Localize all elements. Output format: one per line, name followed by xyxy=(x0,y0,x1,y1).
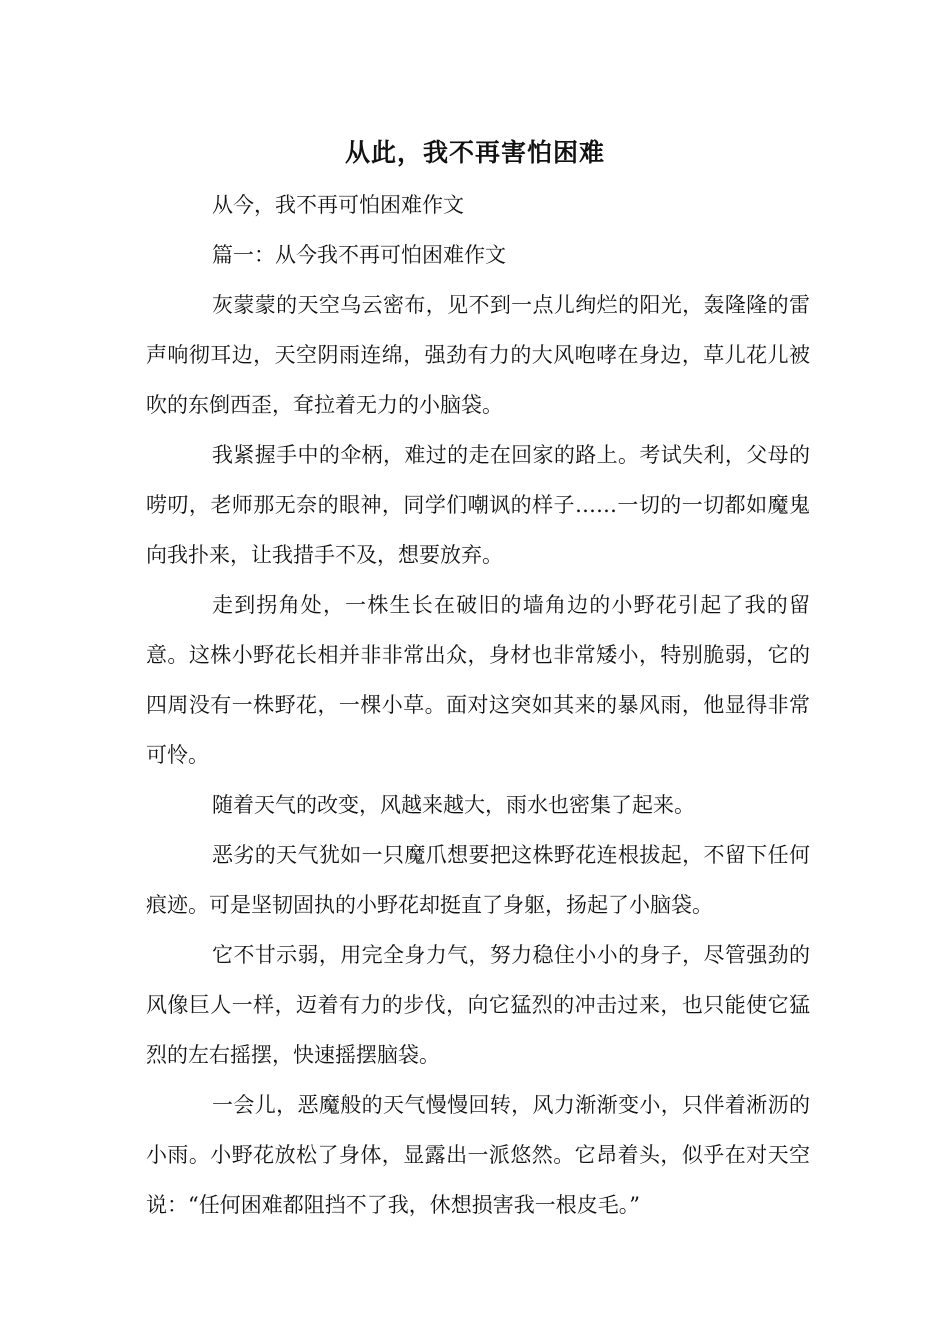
paragraph: 它不甘示弱，用完全身力气，努力稳住小小的身子，尽管强劲的风像巨人一样，迈着有力的步伐，向它猛烈的冲击过来，也只能使它猛烈的左右摇摆，快速摇摆脑袋。 xyxy=(146,943,810,1067)
section-heading: 篇一：从今我不再可怕困难作文 xyxy=(212,243,506,267)
document-title: 从此，我不再害怕困难 xyxy=(344,138,605,167)
paragraph: 我紧握手中的伞柄，难过的走在回家的路上。考试失利，父母的唠叨，老师那无奈的眼神，同学们嘲讽的样子……一切的一切都如魔鬼向我扑来，让我措手不及，想要放弃。 xyxy=(146,443,810,567)
paragraph: 走到拐角处，一株生长在破旧的墙角边的小野花引起了我的留意。这株小野花长相并非非常出众，身材也非常矮小，特别脆弱，它的四周没有一株野花，一棵小草。面对这突如其来的暴风雨，他显得非常可怜。 xyxy=(146,593,810,767)
paragraph: 随着天气的改变，风越来越大，雨水也密集了起来。 xyxy=(212,793,695,817)
subtitle-line: 从今，我不再可怕困难作文 xyxy=(212,193,464,217)
paragraph: 恶劣的天气犹如一只魔爪想要把这株野花连根拔起，不留下任何痕迹。可是坚韧固执的小野花却挺直了身躯，扬起了小脑袋。 xyxy=(146,843,810,917)
paragraph: 一会儿，恶魔般的天气慢慢回转，风力渐渐变小，只伴着淅沥的小雨。小野花放松了身体，显露出一派悠然。它昂着头，似乎在对天空说：“任何困难都阻挡不了我，休想损害我一根皮毛。” xyxy=(146,1093,810,1217)
document-body xyxy=(146,180,810,1230)
paragraph: 灰蒙蒙的天空乌云密布，见不到一点儿绚烂的阳光，轰隆隆的雷声响彻耳边，天空阴雨连绵，强劲有力的大风咆哮在身边，草儿花儿被吹的东倒西歪，耷拉着无力的小脑袋。 xyxy=(146,293,810,417)
